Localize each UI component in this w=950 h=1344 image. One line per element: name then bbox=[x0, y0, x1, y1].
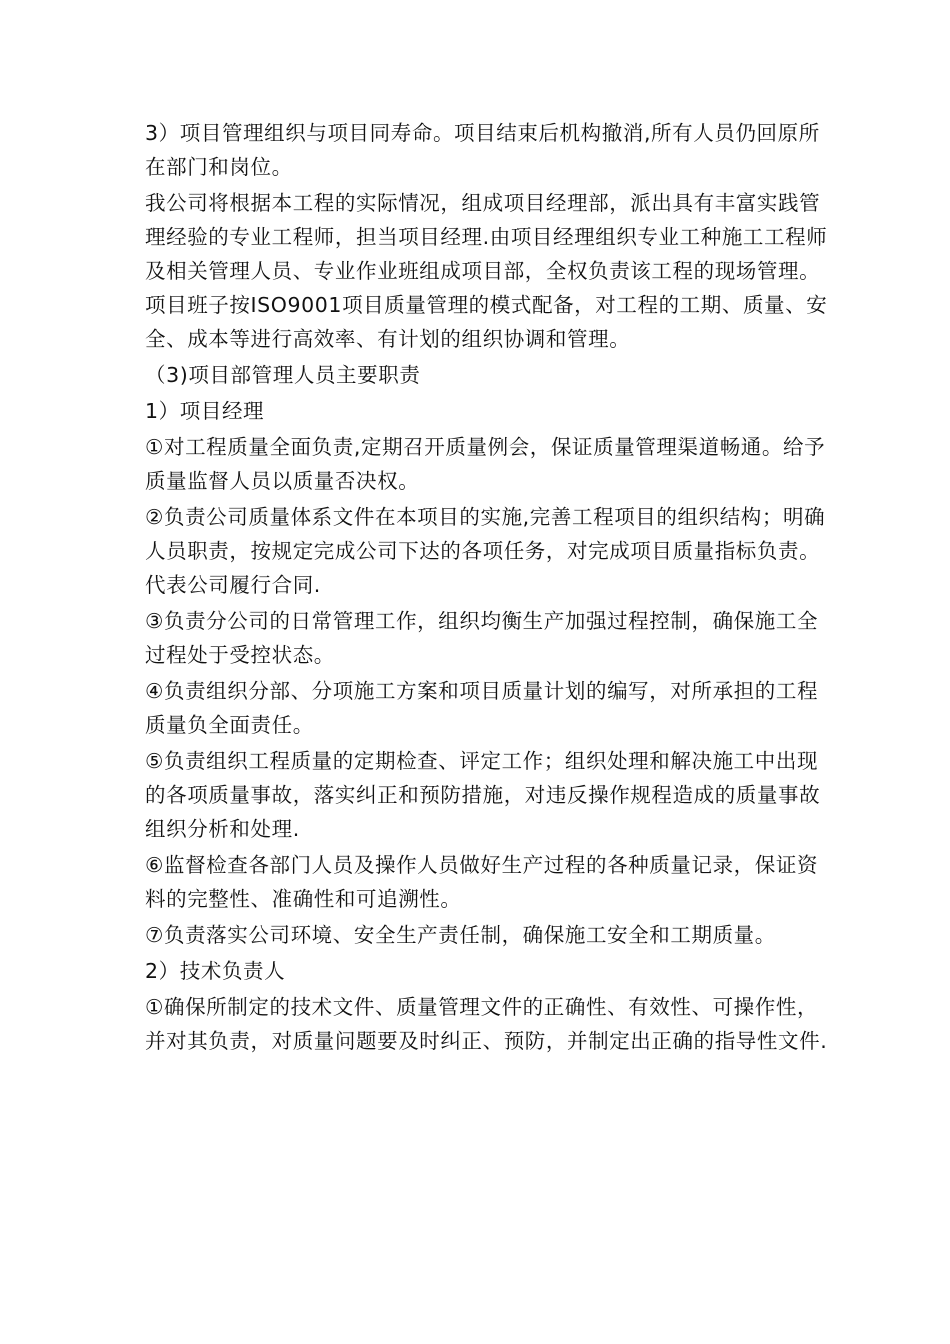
list-item-pm-6: ⑥监督检查各部门人员及操作人员做好生产过程的各种质量记录，保证资料的完整性、准确性和可追溯性。 bbox=[145, 853, 819, 911]
list-item-pm-1: ①对工程质量全面负责,定期召开质量例会，保证质量管理渠道畅通。给予质量监督人员以质量否决权。 bbox=[145, 435, 826, 493]
document-body bbox=[145, 116, 835, 1058]
subheading-project-manager: 1）项目经理 bbox=[145, 399, 265, 423]
list-item-pm-3: ③负责分公司的日常管理工作，组织均衡生产加强过程控制，确保施工全过程处于受控状态。 bbox=[145, 609, 819, 667]
list-item-pm-7: ⑦负责落实公司环境、安全生产责任制，确保施工安全和工期质量。 bbox=[145, 923, 776, 947]
list-item-pm-4: ④负责组织分部、分项施工方案和项目质量计划的编写，对所承担的工程质量负全面责任。 bbox=[145, 679, 819, 737]
subheading-technical-lead: 2）技术负责人 bbox=[145, 959, 286, 983]
list-item-tech-1: ①确保所制定的技术文件、质量管理文件的正确性、有效性、可操作性，并对其负责，对质量问题要及时纠正、预防，并制定出正确的指导性文件. bbox=[145, 995, 828, 1053]
paragraph-project-department: 我公司将根据本工程的实际情况，组成项目经理部，派出具有丰富实践管理经验的专业工程师，担当项目经理.由项目经理组织专业工种施工工程师及相关管理人员、专业作业班组成项目部，全权负责该工程的现场管理。项目班子按ISO9001项目质量管理的模式配备，对工程的工期、质量、安全、成本等进行高效率、有计划的组织协调和管理。 bbox=[145, 191, 828, 351]
list-item-pm-5: ⑤负责组织工程质量的定期检查、评定工作；组织处理和解决施工中出现的各项质量事故，落实纠正和预防措施，对违反操作规程造成的质量事故组织分析和处理. bbox=[145, 749, 821, 841]
list-item-pm-2: ②负责公司质量体系文件在本项目的实施,完善工程项目的组织结构；明确人员职责，按规定完成公司下达的各项任务，对完成项目质量指标负责。代表公司履行合同. bbox=[145, 505, 826, 597]
section-heading-responsibilities: （3)项目部管理人员主要职责 bbox=[145, 363, 421, 387]
paragraph-project-lifecycle: 3）项目管理组织与项目同寿命。项目结束后机构撤消,所有人员仍回原所在部门和岗位。 bbox=[145, 121, 820, 179]
